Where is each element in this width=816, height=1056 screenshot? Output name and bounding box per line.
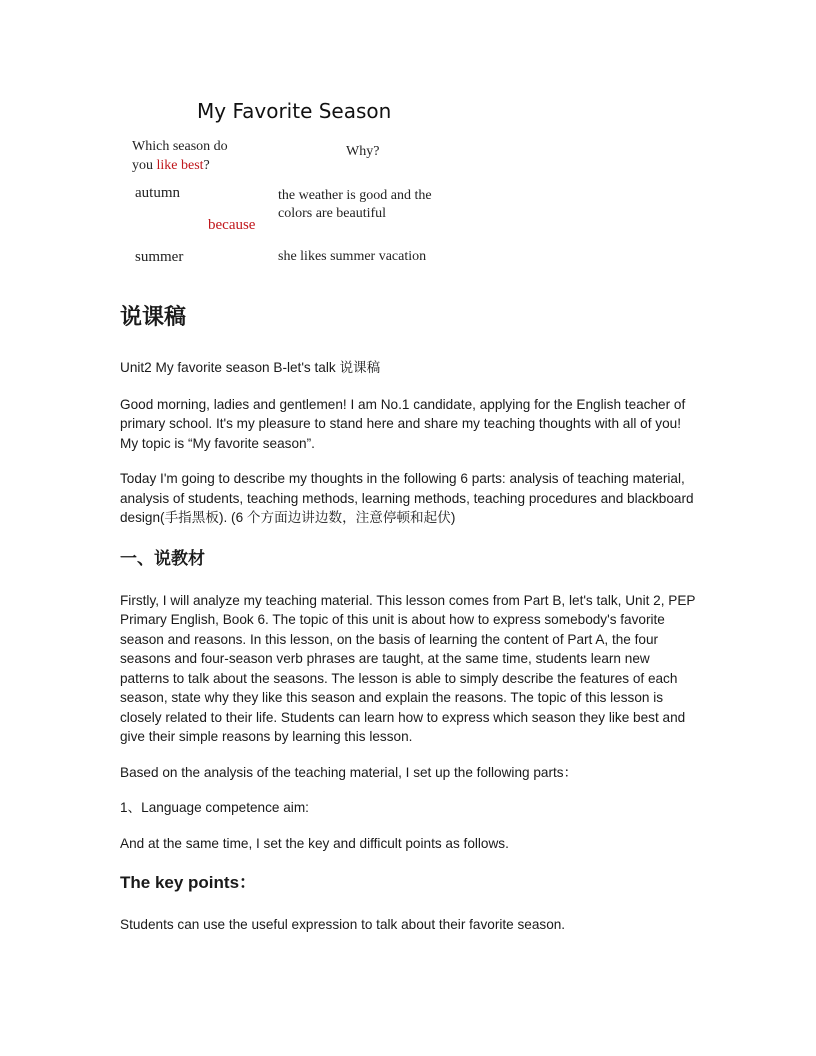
outline-paragraph (120, 469, 700, 529)
blackboard-design (0, 0, 816, 280)
blackboard-because: because (208, 217, 256, 233)
intro-paragraph: Good morning, ladies and gentlemen! I am No.1 candidate, applying for the English teacher of primary school. It's my pleasure to stand here and share my teaching thoughts with all of you! My topic is “My favorite season”. (120, 396, 686, 451)
blackboard-question (132, 137, 228, 175)
question-prefix: Which season do (132, 139, 228, 154)
document-body (120, 300, 700, 951)
section1-paragraph-3: 1、Language competence aim: (120, 800, 309, 815)
blackboard-season-summer: summer (135, 249, 184, 265)
reason1-line2: colors are beautiful (278, 206, 387, 221)
document-subtitle (120, 358, 700, 379)
outline-cn2: 个方面边讲边数，注意停顿和起伏 (246, 510, 451, 526)
blackboard-reason-summer: she likes summer vacation (278, 249, 427, 264)
blackboard-season-autumn: autumn (135, 185, 180, 201)
outline-end: ) (450, 510, 456, 525)
outline-cn1: 手指黑板 (164, 510, 219, 526)
outline-mid: ). (6 (218, 510, 247, 525)
section1-heading: 一、说教材 (120, 548, 205, 569)
section1-paragraph-4: And at the same time, I set the key and difficult points as follows. (120, 835, 509, 851)
key-points-heading: The key points： (120, 873, 257, 892)
document-title: 说课稿 (120, 305, 187, 330)
outline-en: Today I'm going to describe my thoughts in the following 6 parts: analysis of teaching material, analysis of students, teaching methods, learning methods, teaching procedures and blackboard design( (120, 471, 694, 525)
section1-paragraph-1: Firstly, I will analyze my teaching material. This lesson comes from Part B, let's talk, Unit 2, PEP Primary English, Book 6. The topic of this unit is about how to express somebody's favorite season and reasons. In this lesson, on the basis of learning the content of Part A, the four seasons and four-season verb phrases are taught, at the same time, students learn new patterns to talk about the seasons. The lesson is able to simply describe the features of each season, state why they like this season and explain the reasons. The topic of this lesson is closely related to their life. Students can learn how to express which season they like best and give their simple reasons by learning this lesson. (120, 592, 696, 744)
reason1-line1: the weather is good and the (278, 188, 432, 203)
subtitle-en: Unit2 My favorite season B-let's talk (120, 360, 336, 375)
question-you: you (132, 158, 153, 173)
section1-paragraph-2: Based on the analysis of the teaching material, I set up the following parts： (120, 764, 578, 780)
subtitle-cn: 说课稿 (339, 360, 381, 376)
blackboard-why: Why? (346, 144, 380, 159)
blackboard-reason-autumn (278, 187, 478, 223)
question-like-best: like best (156, 158, 204, 173)
key-points-paragraph: Students can use the useful expression to talk about their favorite season. (120, 917, 566, 932)
question-end: ? (203, 158, 210, 173)
blackboard-title: My Favorite Season (197, 99, 392, 123)
